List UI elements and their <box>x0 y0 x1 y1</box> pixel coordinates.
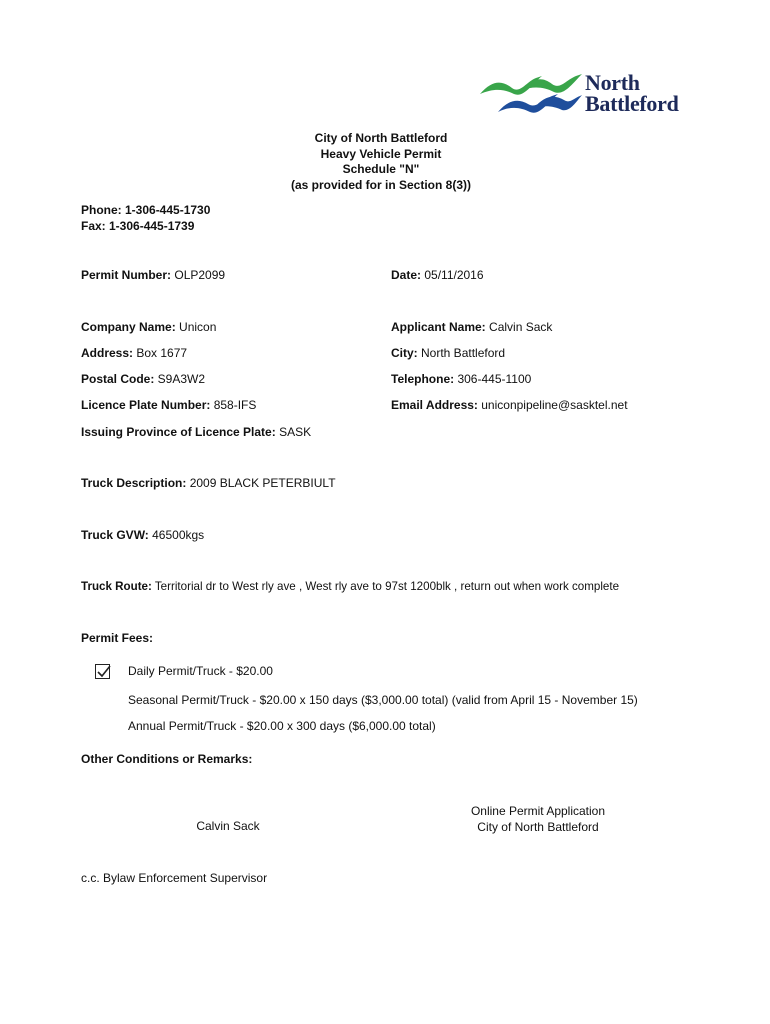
truck-gvw-value: 46500kgs <box>148 528 205 542</box>
postal-code-value: S9A3W2 <box>154 372 206 386</box>
date-field <box>391 268 484 282</box>
telephone-field <box>391 372 531 386</box>
issuing-province-field <box>81 425 311 439</box>
document-header <box>200 131 562 193</box>
truck-gvw-label: Truck GVW: <box>81 528 149 542</box>
applicant-name-value: Calvin Sack <box>485 320 553 334</box>
email-label: Email Address: <box>391 398 478 412</box>
seasonal-permit-option: Seasonal Permit/Truck - $20.00 x 150 days ($3,000.00 total) (valid from April 15 - November 15) <box>128 693 638 707</box>
address-label: Address: <box>81 346 134 360</box>
truck-gvw-field <box>81 528 204 542</box>
city-value: North Battleford <box>417 346 506 360</box>
licence-plate-field <box>81 398 256 412</box>
date-value: 05/11/2016 <box>421 268 484 282</box>
postal-code-label: Postal Code: <box>81 372 155 386</box>
annual-permit-option: Annual Permit/Truck - $20.00 x 300 days ($6,000.00 total) <box>128 719 436 733</box>
applicant-name-field <box>391 320 552 334</box>
contact-info <box>81 203 210 234</box>
licence-plate-value: 858-IFS <box>210 398 257 412</box>
telephone-label: Telephone: <box>391 372 455 386</box>
issuing-province-value: SASK <box>275 425 312 439</box>
logo-line-battleford: Battleford <box>585 91 679 116</box>
company-name-value: Unicon <box>175 320 217 334</box>
issuer-line-2: City of North Battleford <box>477 819 599 834</box>
truck-description-field <box>81 476 336 490</box>
north-battleford-logo <box>478 72 688 120</box>
header-city: City of North Battleford <box>314 131 448 145</box>
email-value: uniconpipeline@sasktel.net <box>477 398 628 412</box>
issuer-signature <box>438 804 638 835</box>
issuer-line-1: Online Permit Application <box>470 804 606 818</box>
city-field <box>391 346 505 360</box>
postal-code-field <box>81 372 205 386</box>
email-field <box>391 398 628 412</box>
address-value: Box 1677 <box>133 346 188 360</box>
issuing-province-label: Issuing Province of Licence Plate: <box>81 425 276 439</box>
applicant-signature: Calvin Sack <box>196 819 260 833</box>
truck-route-field <box>81 580 619 594</box>
remarks-heading: Other Conditions or Remarks: <box>81 752 253 766</box>
logo-line-north: North <box>585 70 640 95</box>
phone-number: Phone: 1-306-445-1730 <box>81 203 211 217</box>
logo-wordmark <box>585 72 679 114</box>
city-label: City: <box>391 346 418 360</box>
header-schedule: Schedule "N" <box>342 162 420 176</box>
permit-fees-heading: Permit Fees: <box>81 631 154 645</box>
telephone-value: 306-445-1100 <box>454 372 532 386</box>
checkmark-icon <box>95 663 113 681</box>
applicant-name-label: Applicant Name: <box>391 320 486 334</box>
permit-number-value: OLP2099 <box>171 268 226 282</box>
daily-permit-checkbox[interactable] <box>95 664 110 679</box>
date-label: Date: <box>391 268 422 282</box>
header-permit-title: Heavy Vehicle Permit <box>320 146 442 161</box>
header-section: (as provided for in Section 8(3)) <box>290 177 472 192</box>
fax-number: Fax: 1-306-445-1739 <box>81 218 195 233</box>
logo-wave-icon <box>478 72 582 118</box>
company-name-label: Company Name: <box>81 320 176 334</box>
cc-line: c.c. Bylaw Enforcement Supervisor <box>81 871 268 885</box>
address-field <box>81 346 187 360</box>
permit-number-label: Permit Number: <box>81 268 172 282</box>
truck-description-label: Truck Description: <box>81 476 187 490</box>
truck-description-value: 2009 BLACK PETERBIULT <box>186 476 336 490</box>
daily-permit-option: Daily Permit/Truck - $20.00 <box>128 664 273 678</box>
company-name-field <box>81 320 216 334</box>
licence-plate-label: Licence Plate Number: <box>81 398 211 412</box>
truck-route-label: Truck Route: <box>81 580 152 593</box>
permit-number-field <box>81 268 225 282</box>
truck-route-value: Territorial dr to West rly ave , West rly ave to 97st 1200blk , return out when work complete <box>151 580 620 593</box>
